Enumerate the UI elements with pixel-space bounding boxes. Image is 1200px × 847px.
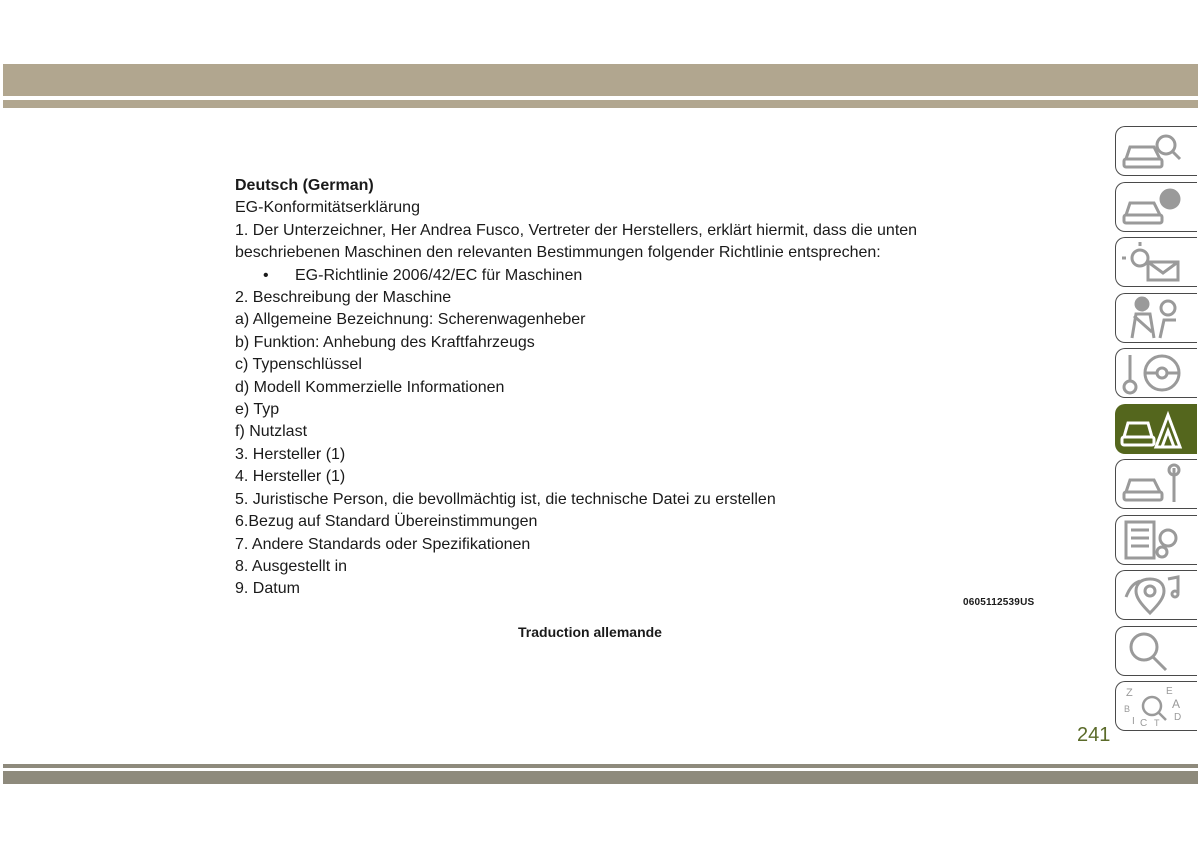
car-info-icon (1120, 185, 1184, 229)
doc-item: f) Nutzlast (235, 423, 308, 441)
figure-caption: Traduction allemande (518, 624, 662, 640)
tab-starting-driving[interactable] (1115, 348, 1197, 398)
bullet-text: EG-Richtlinie 2006/42/EC für Maschinen (295, 266, 583, 284)
tab-index[interactable] (1115, 681, 1197, 731)
doc-item: 8. Ausgestellt in (235, 557, 348, 575)
doc-item: 2. Beschreibung der Maschine (235, 289, 452, 307)
specifications-gear-icon (1120, 518, 1184, 562)
search-icon (1120, 629, 1184, 673)
car-breakdown-warning-icon (1120, 407, 1184, 451)
svg-text:I: I (1132, 716, 1135, 727)
tab-safety[interactable] (1115, 293, 1197, 343)
tab-car-search[interactable] (1115, 126, 1197, 176)
svg-text:E: E (1166, 686, 1173, 697)
bullet-dot: • (263, 266, 269, 284)
svg-text:Z: Z (1126, 687, 1133, 699)
footer-band (3, 771, 1198, 784)
doc-item: e) Typ (235, 401, 280, 419)
doc-line: EG-Konformitätserklärung (235, 199, 420, 217)
svg-text:B: B (1124, 704, 1131, 714)
doc-item: a) Allgemeine Bezeichnung: Scherenwagenheber (235, 311, 586, 329)
tab-search[interactable] (1115, 626, 1197, 676)
tab-car-info[interactable] (1115, 182, 1197, 232)
page-number: 241 (1077, 724, 1111, 746)
tab-technical-specifications[interactable] (1115, 515, 1197, 565)
chapter-tabs (1115, 126, 1199, 737)
doc-item: d) Modell Kommerzielle Informationen (235, 378, 505, 396)
doc-item: c) Typenschlüssel (235, 356, 362, 374)
svg-text:T: T (1154, 718, 1160, 728)
svg-text:D: D (1174, 712, 1182, 723)
alphabetical-index-icon (1120, 684, 1184, 728)
tab-multimedia[interactable] (1115, 570, 1197, 620)
doc-item: 4. Hersteller (1) (235, 468, 346, 486)
declaration-text (235, 175, 995, 601)
doc-line: beschriebenen Maschinen den relevanten Bestimmungen folgender Richtlinie entsprechen: (235, 244, 881, 262)
bullet-item (235, 265, 995, 287)
warning-light-message-icon (1120, 240, 1184, 284)
tab-in-an-emergency[interactable] (1115, 404, 1197, 454)
header-band (3, 64, 1198, 96)
multimedia-icon (1120, 573, 1184, 617)
doc-item: 5. Juristische Person, die bevollmächtig ist, die technische Datei zu erstellen (235, 490, 776, 508)
doc-item: 7. Andere Standards oder Spezifikationen (235, 535, 531, 553)
doc-line: 1. Der Unterzeichner, Her Andrea Fusco, Vertreter der Herstellers, erklärt hiermit, dass die unten (235, 221, 918, 239)
car-maintenance-icon (1120, 462, 1184, 506)
doc-item: b) Funktion: Anhebung des Kraftfahrzeugs (235, 333, 535, 351)
key-steering-wheel-icon (1120, 351, 1184, 395)
doc-item: 6.Bezug auf Standard Übereinstimmungen (235, 513, 538, 531)
svg-text:C: C (1140, 718, 1148, 728)
car-search-icon (1120, 129, 1184, 173)
seatbelt-airbag-icon (1120, 296, 1184, 340)
doc-item: 3. Hersteller (1) (235, 445, 346, 463)
header-band-thin (3, 100, 1198, 108)
tab-warning-lights[interactable] (1115, 237, 1197, 287)
image-code: 0605112539US (963, 597, 1035, 608)
tab-servicing[interactable] (1115, 459, 1197, 509)
footer-band-thin (3, 764, 1198, 768)
svg-text:A: A (1172, 697, 1181, 711)
language-heading: Deutsch (German) (235, 177, 374, 194)
doc-item: 9. Datum (235, 580, 300, 598)
